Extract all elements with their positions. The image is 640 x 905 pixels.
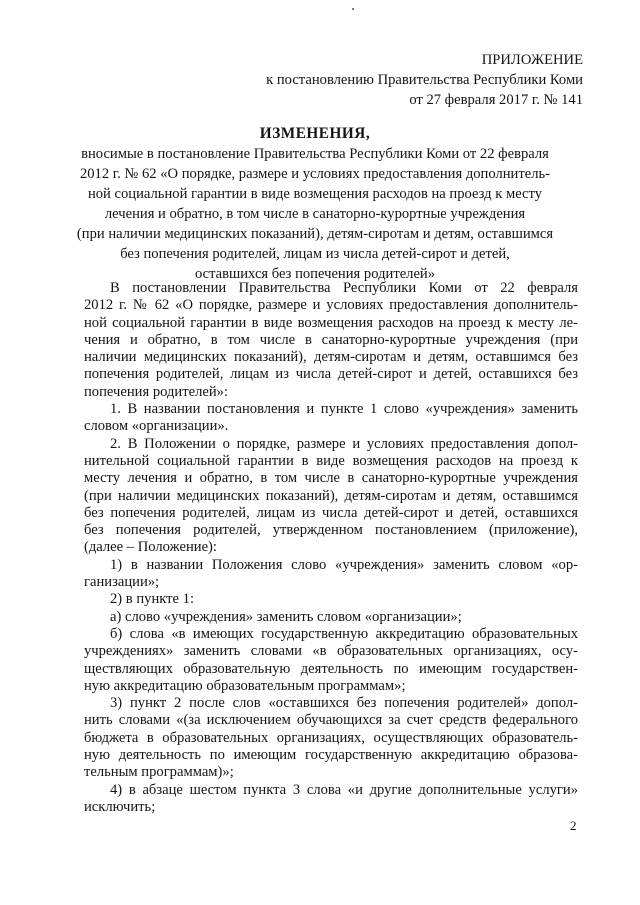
- title-line: ной социальной гарантии в виде возмещения расходов на проезд к месту: [87, 186, 543, 202]
- appendix-header: [183, 50, 583, 110]
- paragraph-line: 2. В Положении о порядке, размере и условиях предоставления допол-: [110, 435, 578, 452]
- paragraph-line: 2012 г. № 62 «О порядке, размере и условиях предоставления дополнитель-: [84, 297, 578, 314]
- title-line: лечения и обратно, в том числе в санаторно-курортные учреждения: [104, 206, 526, 222]
- paragraph-line: словом «организации».: [84, 418, 229, 435]
- paragraph-line: учреждениях» заменить словами «в образовательных организациях, осу-: [84, 643, 578, 660]
- page-number: 2: [570, 818, 577, 833]
- body-text: [84, 280, 578, 816]
- paragraph-line: без попечения родителей, утвержденном постановлением (приложение),: [84, 522, 578, 539]
- paragraph-line: наличии медицинских показаний), детям-сиротам и детям, оставшимся без: [84, 349, 578, 366]
- document-heading: ИЗМЕНЕНИЯ,: [259, 125, 371, 142]
- paragraph-line: (при наличии медицинских показаний), детям-сиротам и детям, оставшимся: [84, 487, 578, 504]
- paragraph-line: тельным программам)»;: [84, 764, 234, 781]
- paragraph-line: 4) в абзаце шестом пункта 3 слова «и другие дополнительные услуги»: [110, 781, 578, 798]
- paragraph-line: ную аккредитацию образовательным программам»;: [84, 677, 406, 694]
- title-block: [56, 124, 574, 284]
- scan-speck: [352, 8, 354, 10]
- appendix-label: ПРИЛОЖЕНИЕ: [481, 52, 583, 68]
- paragraph-line: ганизации»;: [84, 574, 160, 591]
- paragraph-line: бюджета в образовательных организациях, осуществляющих образователь-: [84, 729, 578, 746]
- title-line: без попечения родителей, лицам из числа детей-сирот и детей,: [120, 246, 510, 262]
- appendix-date: от 27 февраля 2017 г. № 141: [409, 92, 583, 108]
- paragraph-line: попечения родителей»:: [84, 383, 229, 400]
- paragraph-line: б) слова «в имеющих государственную аккредитацию образовательных: [110, 625, 578, 642]
- paragraph-line: нительной социальной гарантии в виде возмещения расходов на проезд к: [84, 452, 578, 469]
- paragraph-line: месту лечения и обратно, в том числе в санаторно-курортные учреждения: [84, 470, 578, 487]
- title-line: вносимые в постановление Правительства Республики Коми от 22 февраля: [81, 146, 549, 162]
- paragraph-line: ную деятельность по имеющим государственную аккредитацию образова-: [84, 747, 578, 764]
- paragraph-line: 1. В названии постановления и пункте 1 слово «учреждения» заменить: [110, 401, 578, 418]
- paragraph-line: нить словами «(за исключением обучающихся за счет средств федерального: [84, 712, 578, 729]
- paragraph-line: чения и обратно, в том числе в санаторно-курортные учреждения (при: [84, 331, 578, 348]
- paragraph-line: а) слово «учреждения» заменить словом «организации»;: [110, 608, 462, 625]
- title-line: оставшихся без попечения родителей»: [194, 266, 436, 282]
- appendix-resolution: к постановлению Правительства Республики Коми: [266, 72, 583, 88]
- paragraph-line: (далее – Положение):: [84, 539, 217, 556]
- paragraph-line: ществляющих образовательную деятельность по имеющим государствен-: [84, 660, 578, 677]
- paragraph-line: попечения родителей, лицам из числа детей-сирот и детей, оставшихся без: [84, 366, 578, 383]
- paragraph-line: 3) пункт 2 после слов «оставшихся без попечения родителей» допол-: [110, 695, 578, 712]
- paragraph-line: без попечения родителей, лицам из числа детей-сирот и детей, оставшихся: [84, 504, 578, 521]
- paragraph-line: 1) в названии Положения слово «учреждения» заменить словом «ор-: [110, 556, 578, 573]
- paragraph-line: ной социальной гарантии в виде возмещения расходов на проезд к месту ле-: [84, 314, 578, 331]
- title-line: (при наличии медицинских показаний), детям-сиротам и детям, оставшимся: [76, 226, 554, 242]
- paragraph-line: исключить;: [84, 798, 156, 815]
- paragraph-line: 2) в пункте 1:: [110, 591, 195, 608]
- paragraph-line: В постановлении Правительства Республики Коми от 22 февраля: [110, 280, 578, 296]
- title-line: 2012 г. № 62 «О порядке, размере и условиях предоставления дополнитель-: [79, 166, 551, 182]
